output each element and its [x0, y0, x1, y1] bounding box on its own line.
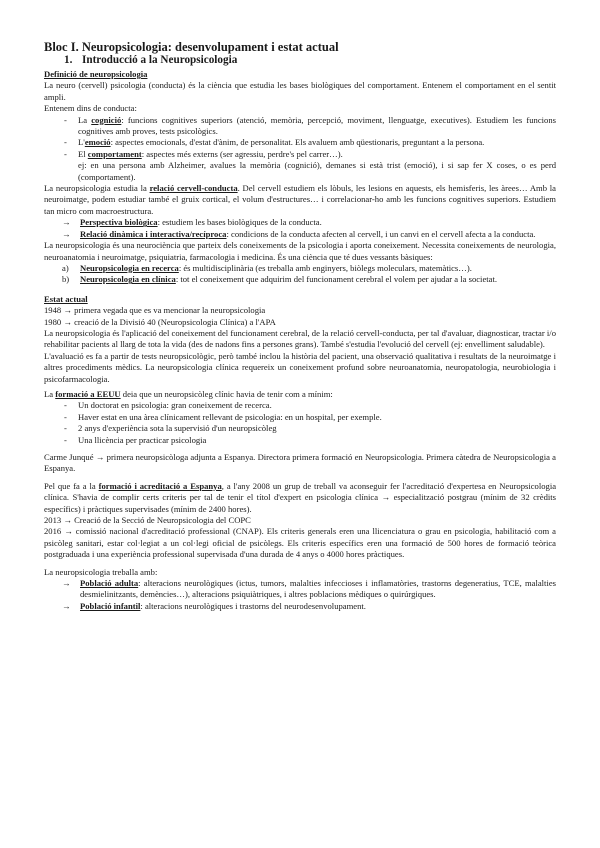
arrow-icon: →: [62, 578, 71, 589]
section-label: Introducció a la Neuropsicologia: [82, 54, 238, 66]
list-item: - Haver estat en una àrea clínicament rellevant de psicologia: en un hospital, per exemple.: [44, 412, 556, 423]
section-heading: [64, 54, 556, 67]
estat-paragraph-1: La neuropsicologia és l'aplicació del coneixement del funcionament cerebral, de la relació cervell-conducta, per tal d'avaluar, diagnosticar, tractar i/o rehabilitar pacients al llarg de tota la vida (des de nadons fins a persones grans). També s'estudia l'evolució del cervell (ej: envelliment saludable).: [44, 327, 556, 350]
list-item: - Una llicència per practicar psicologia: [44, 435, 556, 446]
list-item: → Perspectiva biològica: estudiem les bases biològiques de la conducta.: [62, 217, 322, 228]
list-item: a) Neuropsicologia en recerca: és multidisciplinària (es treballa amb enginyers, biòlegs moleculars, matemàtics…).: [62, 262, 472, 273]
estat-paragraph-7: La neuropsicologia treballa amb:: [44, 566, 158, 577]
list-item: - La cognició: funcions cognitives superiors (atenció, memòria, percepció, moviment, llenguatge, executives). Estudiem les funcions cognitives amb proves, tests psicològics.: [44, 115, 556, 138]
term-cognicio: cognició: [91, 114, 122, 125]
definition-paragraph-4: La neuropsicologia és una neurociència que parteix dels coneixements de la psicologia i aporta coneixement. Necessita coneixements de neurologia, neuroanatomia i neuroimatge, psiquiatria, farmacologia i medicina. És una ciència que té dues vessants bàsiques:: [44, 240, 556, 262]
list-item: - El comportament: aspectes més externs (ser agressiu, perdre's pel carrer…). ej: en una persona amb Alzheimer, avalues la memòria (cognició), demanes si està trist (emoció), i si sap fer X coses, o es perd (comportament).: [44, 149, 556, 183]
definition-paragraph-1: La neuro (cervell) psicologia (conducta) és la ciència que estudia les bases biològiques del comportament. Entenem el comportament en el sentit ampli.: [44, 80, 556, 102]
definition-paragraph-2: Entenem dins de conducta:: [44, 103, 137, 114]
vessants-list: [44, 263, 556, 286]
estat-paragraph-4: Carme Junqué → primera neuropsicòloga adjunta a Espanya. Directora primera formació en Neuropsicologia. Primera càtedra de Neuropsicologia a Espanya.: [44, 452, 556, 474]
list-item: → Població adulta: alteracions neurològiques (ictus, tumors, malalties infeccioses i inflamatòries, trastorns degeneratius, TCE, malalties desmielinitzants, demències…), alteracions psiquiàtriques, i altres poblacions mèdiques o quirúrgiques.: [62, 578, 556, 600]
conducta-list: [44, 115, 556, 183]
perspective-list: [44, 217, 556, 240]
timeline-1948: 1948 → primera vegada que es va mencionar la neuropsicologia: [44, 305, 266, 316]
arrow-icon: →: [62, 217, 71, 228]
timeline-2013: 2013 → Creació de la Secció de Neuropsicologia del COPC: [44, 515, 251, 526]
list-item: - L'emoció: aspectes emocionals, d'estat d'ànim, de personalitat. Els avaluem amb qüestionaris, preguntant a la persona.: [44, 137, 556, 148]
arrow-icon: →: [62, 600, 71, 611]
definition-paragraph-3: La neuropsicologia estudia la relació cervell-conducta. Del cervell estudiem els lòbuls, les lesions en aquests, els hemisferis, les àrees… Amb la neuroimatge, podem estudiar també el gruix cortical, el volum d'estructures… i correlacionar-ho amb les funcions cognitives superiors. Estudiem tan micro com macroestructura.: [44, 183, 556, 216]
requirements-list: [44, 400, 556, 446]
population-list: [44, 578, 556, 612]
list-item: → Relació dinàmica i interactiva/recíproca: condicions de la conducta afecten al cervell, i un canvi en el cervell afecta a la conducta.: [62, 228, 536, 239]
term-comportament: comportament: [87, 148, 142, 159]
list-item: - Un doctorat en psicologia: gran coneixement de recerca.: [44, 400, 556, 411]
timeline-1980: 1980 → creació de la Divisió 40 (Neuropsicologia Clínica) a l'APA: [44, 316, 276, 327]
estat-paragraph-6: 2016 → comissió nacional d'acreditació professional (CNAP). Els criteris generals eren una llicenciatura o grau en psicologia, habilitació com a psicòleg sanitari, estar col·legiat a un col·legi oficial de psicòlegs. Els criteris específics eren una formació de 500 hores de formació teòrica postgraduada i una experiència professional supervisada d'una durada de 4 anys o 4000 hores pràctiques.: [44, 526, 556, 560]
list-item: → Població infantil: alteracions neurològiques i trastorns del neurodesenvolupament.: [62, 600, 366, 611]
estat-heading: Estat actual: [44, 293, 88, 304]
definition-heading: Definició de neuropsicologia: [44, 69, 148, 79]
list-item: b) Neuropsicologia en clínica: tot el coneixement que adquirim del funcionament cerebral el volem per ajudar a la societat.: [62, 274, 497, 285]
section-number: 1.: [64, 54, 73, 66]
estat-paragraph-5: Pel que fa a la formació i acreditació a Espanya, a l'any 2008 un grup de treball va aconseguir fer l'acreditació d'expertesa en Neuropsicologia clínica. S'havia de complir certs criteris per tal de tenir el títol d'expert en psicologia clínica → especialització postgrau (mínim de 32 crèdits específics) i pràctiques supervisades (mínim de 2400 hores).: [44, 480, 557, 514]
example-text: ej: en una persona amb Alzheimer, avalues la memòria (cognició), demanes si està trist (emoció), i si sap fer X coses, o es perd (comportament).: [78, 160, 556, 182]
page-title: Bloc I. Neuropsicologia: desenvolupament i estat actual: [44, 40, 339, 54]
list-item: - 2 anys d'experiència sota la supervisió d'un neuropsicòleg: [44, 423, 556, 434]
estat-paragraph-2: L'avaluació es fa a partir de tests neuropsicològic, però també inclou la història del pacient, una observació qualitativa i resultats de la neuroimatge i altres procediments mèdics. La neuropsicologia clínica requereix un coneixement profund sobre neuroanatomia, neuropatologia, neurobiologia i psicofarmacologia.: [44, 350, 556, 384]
estat-paragraph-3: La formació a EEUU deia que un neuropsicòleg clínic havia de tenir com a mínim:: [44, 388, 333, 399]
term-emocio: emoció: [84, 137, 111, 148]
arrow-icon: →: [62, 228, 71, 239]
